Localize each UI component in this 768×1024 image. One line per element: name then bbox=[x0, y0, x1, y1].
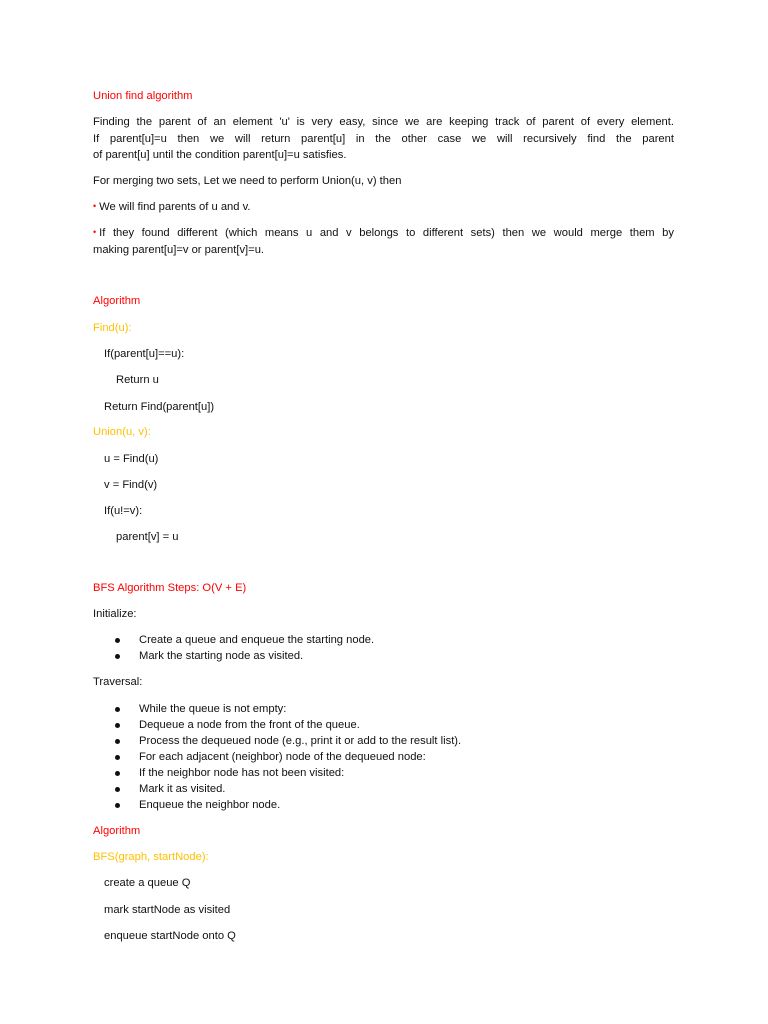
list-item bbox=[93, 632, 674, 648]
list-item-text: Create a queue and enqueue the starting node. bbox=[139, 634, 375, 647]
paragraph-line: If parent[u]=u then we will return parent[u] in the other case we will recursively find the parent bbox=[93, 132, 674, 145]
list-item bbox=[93, 781, 674, 797]
bullet-dot-icon bbox=[115, 771, 120, 776]
list-item bbox=[93, 797, 674, 813]
bullet-line: making parent[u]=v or parent[v]=u. bbox=[93, 243, 265, 256]
bullet-dot-icon bbox=[115, 755, 120, 760]
list-item-text: If the neighbor node has not been visited: bbox=[139, 766, 345, 779]
traversal-label: Traversal: bbox=[93, 676, 143, 689]
union-find-heading: Union find algorithm bbox=[93, 90, 193, 102]
list-item bbox=[93, 765, 674, 781]
bullet-dot-icon: • bbox=[93, 227, 97, 238]
paragraph-line: Finding the parent of an element 'u' is very easy, since we are keeping track of parent of every element. bbox=[93, 116, 674, 129]
code-line: v = Find(v) bbox=[104, 479, 158, 492]
list-item-text: Mark the starting node as visited. bbox=[139, 650, 304, 663]
bullet-dot-icon bbox=[115, 803, 120, 808]
code-line: parent[v] = u bbox=[116, 530, 179, 543]
bullet-dot-icon bbox=[115, 638, 120, 643]
list-item bbox=[93, 717, 674, 733]
code-line: If(parent[u]==u): bbox=[104, 348, 185, 361]
bullet-dot-icon bbox=[115, 739, 120, 744]
list-item-text: Process the dequeued node (e.g., print it or add to the result list). bbox=[139, 734, 462, 747]
find-heading: Find(u): bbox=[93, 321, 132, 334]
bullet-dot-icon bbox=[115, 654, 120, 659]
traversal-list bbox=[93, 701, 674, 813]
bullet-dot-icon: • bbox=[93, 201, 97, 212]
code-line: enqueue startNode onto Q bbox=[104, 930, 236, 943]
list-item bbox=[93, 733, 674, 749]
list-item bbox=[93, 648, 674, 664]
code-line: Return Find(parent[u]) bbox=[104, 400, 215, 413]
list-item-text: Enqueue the neighbor node. bbox=[139, 798, 281, 811]
bfs-function-heading: BFS(graph, startNode): bbox=[93, 850, 209, 863]
algorithm-heading: Algorithm bbox=[93, 824, 141, 837]
union-find-paragraph bbox=[93, 114, 674, 163]
bullet-dot-icon bbox=[115, 707, 120, 712]
union-heading: Union(u, v): bbox=[93, 426, 151, 439]
code-line: Return u bbox=[116, 374, 159, 387]
bullet-text: We will find parents of u and v. bbox=[99, 201, 251, 214]
code-line: mark startNode as visited bbox=[104, 903, 231, 916]
list-item bbox=[93, 749, 674, 765]
bullet-dot-icon bbox=[115, 723, 120, 728]
code-line: create a queue Q bbox=[104, 877, 191, 890]
list-item-text: While the queue is not empty: bbox=[139, 702, 287, 715]
bullet-line bbox=[93, 224, 674, 241]
code-line: u = Find(u) bbox=[104, 452, 159, 465]
bfs-heading: BFS Algorithm Steps: O(V + E) bbox=[93, 582, 247, 595]
initialize-list bbox=[93, 632, 674, 664]
list-item-text: For each adjacent (neighbor) node of the dequeued node: bbox=[139, 750, 426, 763]
initialize-label: Initialize: bbox=[93, 607, 137, 620]
merge-intro: For merging two sets, Let we need to perform Union(u, v) then bbox=[93, 174, 402, 187]
code-line: If(u!=v): bbox=[104, 504, 143, 517]
paragraph-line: of parent[u] until the condition parent[u]=u satisfies. bbox=[93, 149, 347, 162]
list-item bbox=[93, 701, 674, 717]
document-content bbox=[93, 88, 674, 945]
bullet-find-parents bbox=[93, 198, 674, 215]
bullet-dot-icon bbox=[115, 787, 120, 792]
bullet-text: If they found different (which means u and v belongs to different sets) then we would merge them by bbox=[99, 227, 674, 240]
bullet-merge bbox=[93, 224, 674, 258]
algorithm-heading: Algorithm bbox=[93, 295, 141, 308]
list-item-text: Dequeue a node from the front of the queue. bbox=[139, 718, 360, 731]
list-item-text: Mark it as visited. bbox=[139, 782, 226, 795]
